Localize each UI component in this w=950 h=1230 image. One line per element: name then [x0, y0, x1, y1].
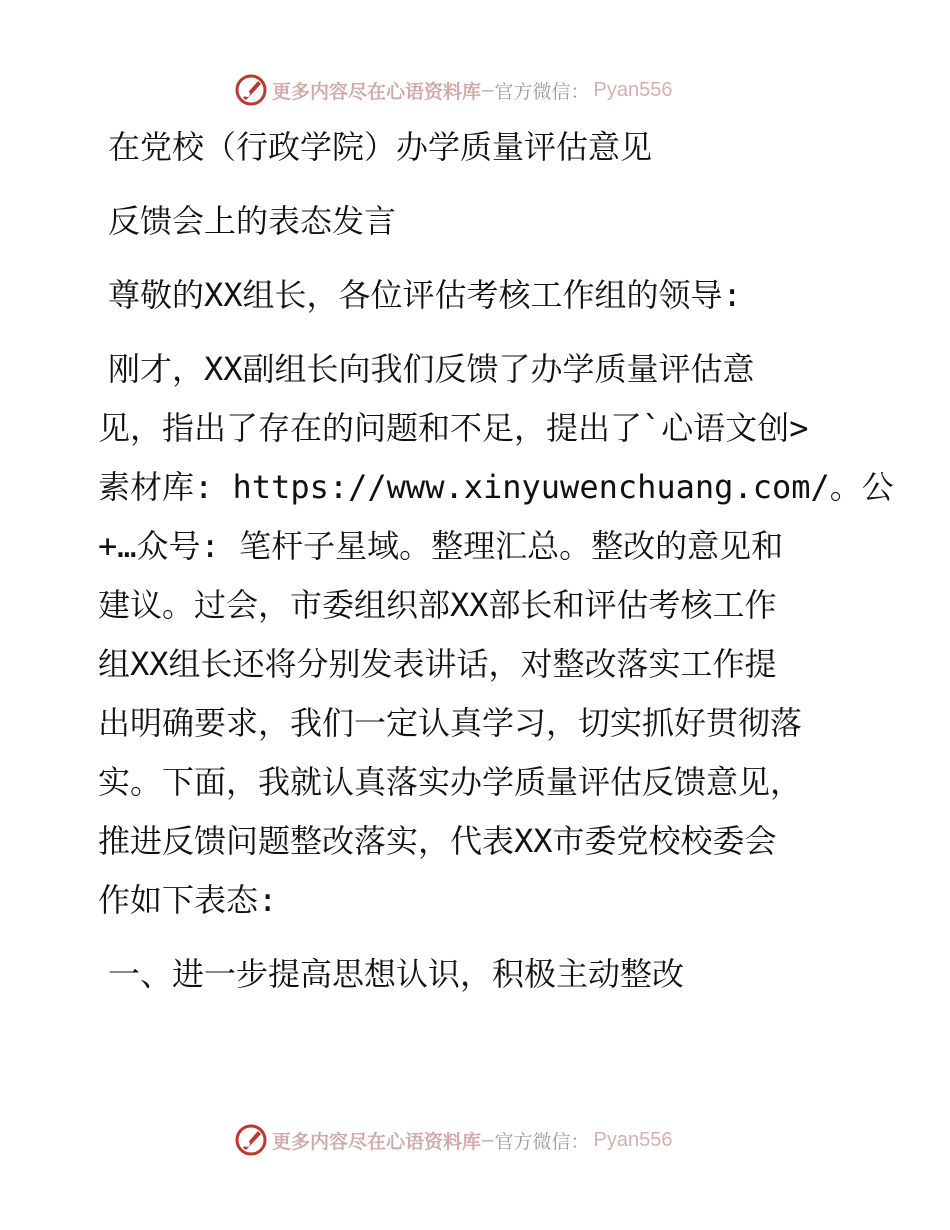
banner-wechat-id: Pyan556	[593, 78, 673, 101]
banner-dash: —	[482, 79, 494, 101]
header-banner	[234, 72, 754, 108]
salutation: 尊敬的XX组长，各位评估考核工作组的领导:	[108, 276, 742, 314]
paragraph-line: 实。下面，我就认真落实办学质量评估反馈意见，	[98, 763, 803, 801]
document-title-line-2: 反馈会上的表态发言	[108, 202, 397, 240]
banner-wechat-id: Pyan556	[593, 1128, 673, 1151]
paragraph-line: 组XX组长还将分别发表讲话，对整改落实工作提	[98, 645, 777, 683]
paragraph-line: 见，指出了存在的问题和不足，提出了`心语文创>	[98, 409, 809, 447]
paragraph-line: 素材库: https://www.xinyuwenchuang.com/。公	[98, 468, 894, 506]
banner-dash: —	[482, 1129, 494, 1151]
banner-wechat-label: 官方微信：	[494, 80, 590, 103]
banner-site-text: 更多内容尽在心语资料库	[272, 80, 482, 103]
document-title-line-1: 在党校（行政学院）办学质量评估意见	[108, 128, 653, 166]
banner-site-text: 更多内容尽在心语资料库	[272, 1130, 482, 1153]
section-heading: 一、进一步提高思想认识，积极主动整改	[108, 955, 685, 993]
paragraph-line: 出明确要求，我们一定认真学习，切实抓好贯彻落	[98, 704, 803, 742]
paragraph-line: 推进反馈问题整改落实，代表XX市委党校校委会	[98, 822, 777, 860]
paragraph-line: 作如下表态:	[98, 881, 278, 919]
quill-logo-icon	[234, 1123, 268, 1157]
paragraph-line: 刚才，XX副组长向我们反馈了办学质量评估意	[108, 350, 755, 388]
banner-wechat-label: 官方微信：	[494, 1130, 590, 1153]
paragraph-line: +…众号: 笔杆子星域。整理汇总。整改的意见和	[98, 527, 784, 565]
paragraph-line: 建议。过会，市委组织部XX部长和评估考核工作	[98, 586, 777, 624]
quill-logo-icon	[234, 73, 268, 107]
footer-banner	[234, 1122, 754, 1158]
